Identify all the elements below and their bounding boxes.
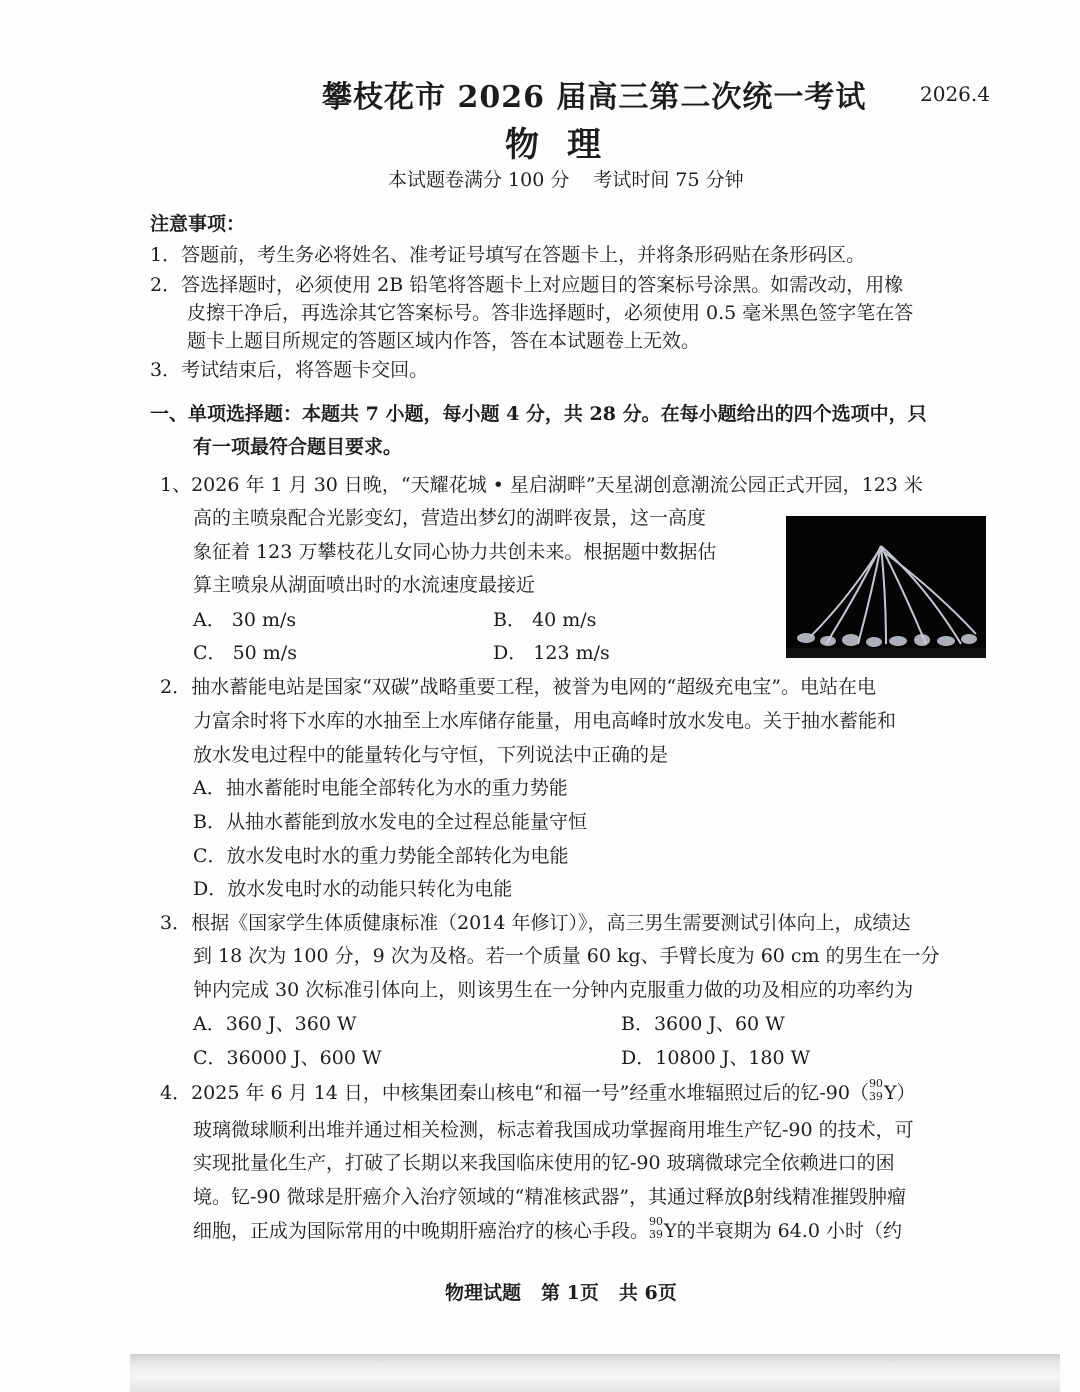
subject-title: 物理 [505,125,629,165]
q2-line-2: 力富余时将下水库的水抽至上水库储存能量，用电高峰时放水发电。关于抽水蓄能和 [193,710,897,732]
yttrium-nuclide [868,1077,897,1104]
yttrium-nuclide-2 [649,1215,677,1242]
nuclide-symbol-2: Y [664,1220,677,1242]
q2-line-3: 放水发电过程中的能量转化与守恒，下列说法中正确的是 [193,744,669,766]
footer-page: 第 1页 [541,1282,599,1304]
q2-option-d: D．放水发电时水的动能只转化为电能 [193,878,513,900]
q2-option-b: B．从抽水蓄能到放水发电的全过程总能量守恒 [193,811,587,833]
fountain-photo [786,516,986,658]
exam-date: 2026.4 [920,82,990,106]
q4-line-3: 实现批量化生产，打破了长期以来我国临床使用的钇-90 玻璃微球完全依赖进口的困 [193,1152,895,1174]
nuclide-mass-number: 90 [868,1077,883,1090]
nuclide-mass-number-2: 90 [649,1215,664,1228]
notice-heading: 注意事项： [150,213,246,235]
q3-option-d: D．10800 J、180 W [621,1047,811,1069]
notice-item-2-line-1: 2．答选择题时，必须使用 2B 铅笔将答题卡上对应题目的答案标号涂黑。如需改动，用橡 [150,274,904,296]
q4-line-5-end: 的半衰期为 64.0 小时（约 [676,1220,902,1242]
section-heading-line-1: 一、单项选择题：本题共 7 小题，每小题 4 分，共 28 分。在每小题给出的四个选项中，只 [150,403,927,425]
q3-option-a: A．360 J、360 W [193,1013,357,1035]
q4-line-2: 玻璃微球顺利出堆并通过相关检测，标志着我国成功掌握商用堆生产钇-90 的技术，可 [193,1119,914,1141]
notice-item-1: 1．答题前，考生务必将姓名、准考证号填写在答题卡上，并将条形码贴在条形码区。 [150,244,866,266]
nuclide-atomic-number: 39 [868,1090,883,1103]
q3-line-3: 钟内完成 30 次标准引体向上，则该男生在一分钟内克服重力做的功及相应的功率约为 [193,979,914,1001]
q1-line-1: 1、2026 年 1 月 30 日晚，“天耀花城 • 星启湖畔”天星湖创意潮流公园正式开园，123 米 [160,474,923,496]
q2-option-a: A．抽水蓄能时电能全部转化为水的重力势能 [193,777,568,799]
q3-option-c: C．36000 J、600 W [193,1047,382,1069]
q2-option-c: C．放水发电时水的重力势能全部转化为电能 [193,845,569,867]
q4-line-5-text: 细胞，正成为国际常用的中晚期肝癌治疗的核心手段。 [193,1220,650,1242]
q4-line-1-end: ） [896,1082,916,1104]
q1-option-c: C． 50 m/s [193,642,297,664]
exam-info [388,165,744,192]
notice-item-2-line-2: 皮擦干净后，再选涂其它答案标号。答非选择题时，必须使用 0.5 毫米黑色签字笔在答 [187,302,914,324]
q1-option-a: A． 30 m/s [193,609,297,631]
section-heading-line-2: 有一项最符合题目要求。 [193,436,403,458]
exam-title: 攀枝花市 2026 届高三第二次统一考试 [322,80,867,115]
page-footer [445,1278,677,1305]
exam-time: 考试时间 75 分钟 [593,169,744,191]
q4-line-4: 境。钇-90 微球是肝癌介入治疗领域的“精准核武器”，其通过释放β射线精准摧毁肿瘤 [193,1186,907,1208]
q1-option-d: D． 123 m/s [493,642,610,664]
q3-line-2: 到 18 次为 100 分，9 次为及格。若一个质量 60 kg、手臂长度为 60 cm 的男生在一分 [193,945,940,967]
nuclide-atomic-number-2: 39 [649,1228,664,1241]
q2-line-1: 2．抽水蓄能电站是国家“双碳”战略重要工程，被誉为电网的“超级充电宝”。电站在电 [160,676,876,698]
q1-option-b: B． 40 m/s [493,609,597,631]
fountain-image [786,516,986,658]
q4-line-5 [193,1216,902,1243]
scan-edge-shadow [130,1354,1060,1392]
q4-line-1 [160,1078,916,1105]
notice-item-2-line-3: 题卡上题目所规定的答题区域内作答，答在本试题卷上无效。 [187,330,701,352]
q1-line-4: 算主喷泉从湖面喷出时的水流速度最接近 [193,574,536,596]
footer-subject: 物理试题 [445,1282,522,1304]
footer-total: 共 6页 [618,1282,677,1304]
nuclide-symbol: Y [883,1082,897,1104]
q3-option-b: B．3600 J、60 W [621,1013,785,1035]
notice-item-3: 3．考试结束后，将答题卡交回。 [150,359,429,381]
q4-line-1-text: 4．2025 年 6 月 14 日，中核集团秦山核电“和福一号”经重水堆辐照过后的钇-90（ [160,1082,869,1104]
full-score: 本试题卷满分 100 分 [388,169,570,191]
q3-line-1: 3．根据《国家学生体质健康标准（2014 年修订）》，高三男生需要测试引体向上，成绩达 [160,912,911,934]
q1-line-3: 象征着 123 万攀枝花儿女同心协力共创未来。根据题中数据估 [193,541,717,563]
q1-line-2: 高的主喷泉配合光影变幻，营造出梦幻的湖畔夜景，这一高度 [193,507,707,529]
